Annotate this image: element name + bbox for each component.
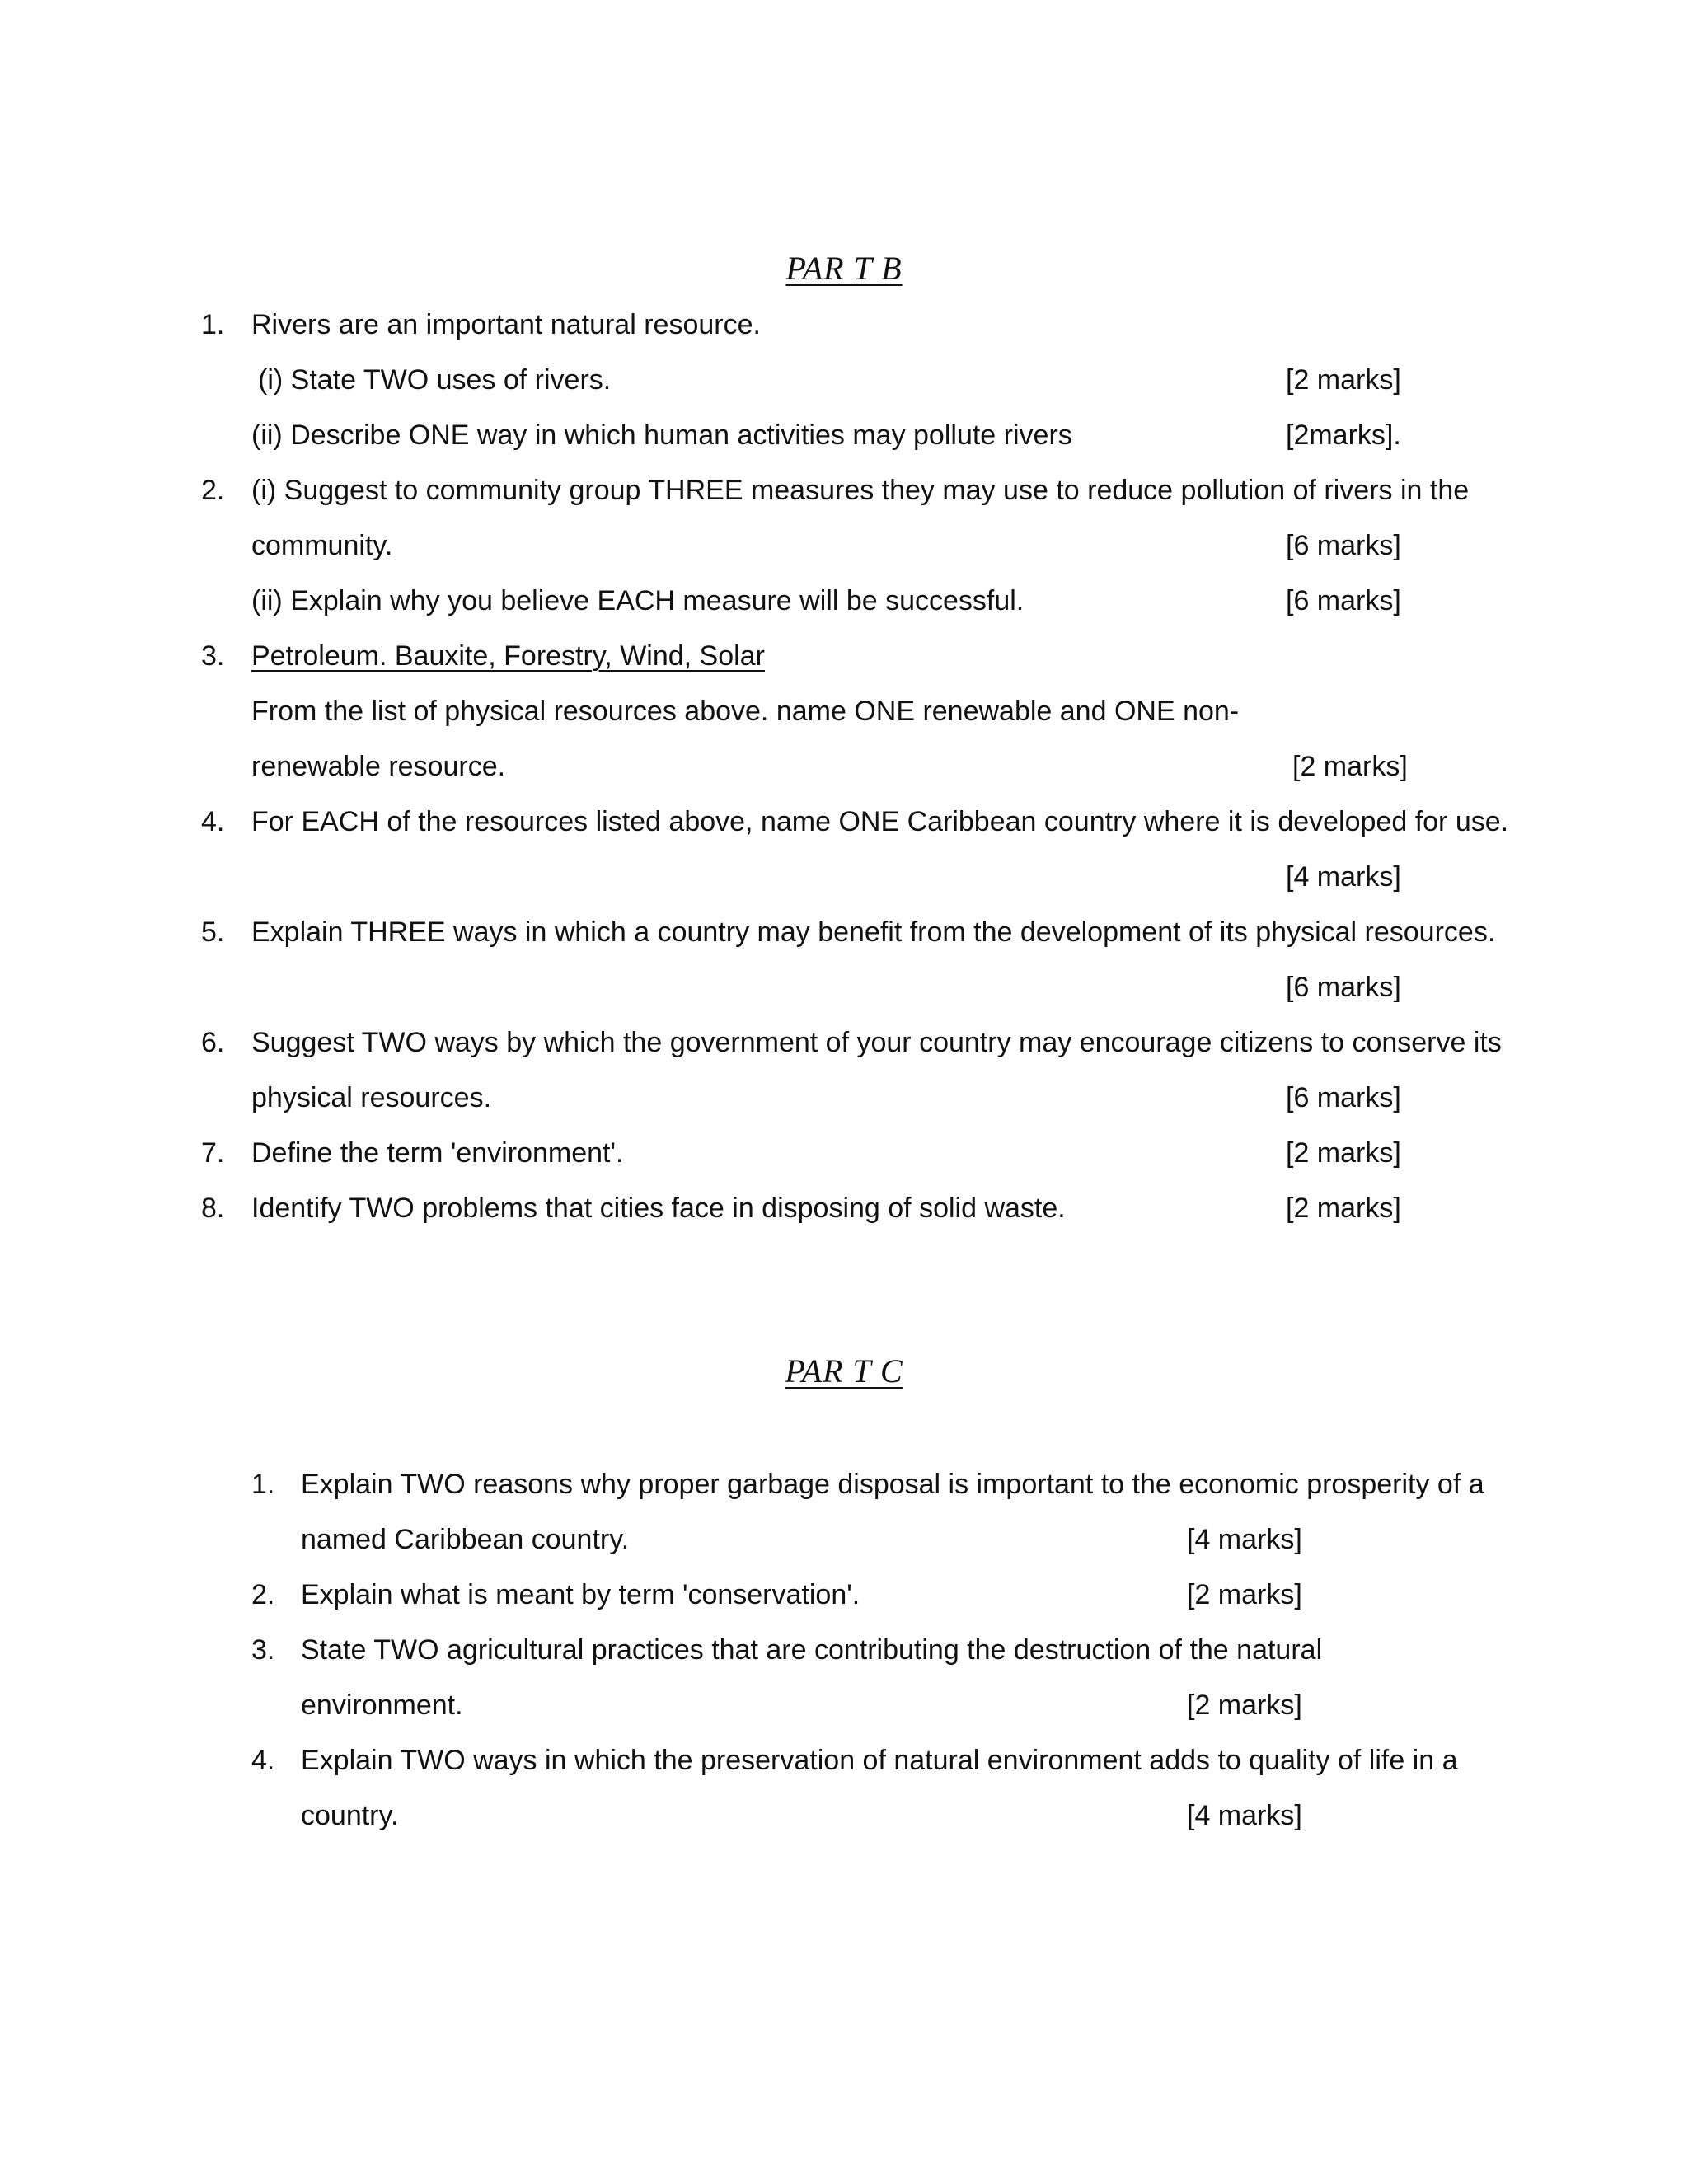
- part-b-q3-resource-list: Petroleum. Bauxite, Forestry, Wind, Solar: [251, 640, 765, 672]
- part-c-q4-line2: country.: [301, 1800, 399, 1831]
- part-c-q1-line2: named Caribbean country.: [301, 1524, 630, 1555]
- part-c-q1-line1: Explain TWO reasons why proper garbage disposal is important to the economic prosperity of a: [301, 1469, 1484, 1500]
- part-b-q1-ii-marks: [2marks].: [1286, 419, 1401, 451]
- part-b-q2-number: 2.: [201, 475, 225, 506]
- part-b-q4-number: 4.: [201, 806, 225, 837]
- part-b-q8-line1: Identify TWO problems that cities face in disposing of solid waste.: [251, 1193, 1066, 1224]
- part-c-q3-marks: [2 marks]: [1187, 1690, 1302, 1721]
- part-c-q3-number: 3.: [251, 1634, 275, 1666]
- part-b-q2-ii-text: (ii) Explain why you believe EACH measure will be successful.: [251, 585, 1025, 616]
- part-b-q4-line1: For EACH of the resources listed above, name ONE Caribbean country where it is developed for use.: [251, 806, 1509, 837]
- part-b-q1-number: 1.: [201, 309, 225, 340]
- part-b-q3-line1: From the list of physical resources above. name ONE renewable and ONE non-: [251, 696, 1240, 727]
- part-b-q6-number: 6.: [201, 1027, 225, 1058]
- part-b-q8-number: 8.: [201, 1193, 225, 1224]
- part-c-q2-number: 2.: [251, 1579, 275, 1610]
- part-b-q2-i-line1: (i) Suggest to community group THREE measures they may use to reduce pollution of rivers in the: [251, 475, 1470, 506]
- part-c-q1-number: 1.: [251, 1469, 275, 1500]
- part-c-q2-line1: Explain what is meant by term 'conservation'.: [301, 1579, 860, 1610]
- part-b-q1-i-text: (i) State TWO uses of rivers.: [258, 364, 612, 396]
- part-b-q1-text: Rivers are an important natural resource.: [251, 309, 761, 340]
- part-b-q2-i-marks: [6 marks]: [1286, 530, 1401, 561]
- part-b-q5-number: 5.: [201, 916, 225, 948]
- part-b-q3-marks: [2 marks]: [1292, 751, 1408, 782]
- part-b-q4-marks: [4 marks]: [1286, 861, 1401, 893]
- part-b-q2-ii-marks: [6 marks]: [1286, 585, 1401, 616]
- part-b-q6-line1: Suggest TWO ways by which the government of your country may encourage citizens to conserve its: [251, 1027, 1502, 1058]
- part-b-q1-i-marks: [2 marks]: [1286, 364, 1401, 396]
- part-c-q4-number: 4.: [251, 1745, 275, 1776]
- part-b-q8-marks: [2 marks]: [1286, 1193, 1401, 1224]
- part-b-q5-line1: Explain THREE ways in which a country may benefit from the development of its physical resources.: [251, 916, 1496, 948]
- part-b-q6-marks: [6 marks]: [1286, 1082, 1401, 1113]
- part-b-q7-line1: Define the term 'environment'.: [251, 1137, 624, 1169]
- part-c-q1-marks: [4 marks]: [1187, 1524, 1302, 1555]
- part-b-q7-number: 7.: [201, 1137, 225, 1169]
- part-b-q1-ii-text: (ii) Describe ONE way in which human activities may pollute rivers: [251, 419, 1072, 451]
- part-b-q5-marks: [6 marks]: [1286, 972, 1401, 1003]
- part-b-q2-i-line2: community.: [251, 530, 393, 561]
- part-c-heading: PAR T C: [785, 1352, 903, 1390]
- part-b-q3-number: 3.: [201, 640, 225, 672]
- part-c-q3-line2: environment.: [301, 1690, 463, 1721]
- part-c-q3-line1: State TWO agricultural practices that are contributing the destruction of the natural: [301, 1634, 1323, 1666]
- part-c-q2-marks: [2 marks]: [1187, 1579, 1302, 1610]
- part-b-heading: PAR T B: [785, 250, 903, 287]
- part-b-q6-line2: physical resources.: [251, 1082, 492, 1113]
- part-b-q3-line2: renewable resource.: [251, 751, 506, 782]
- part-c-q4-line1: Explain TWO ways in which the preservation of natural environment adds to quality of life in a: [301, 1745, 1458, 1776]
- part-c-q4-marks: [4 marks]: [1187, 1800, 1302, 1831]
- part-b-q7-marks: [2 marks]: [1286, 1137, 1401, 1169]
